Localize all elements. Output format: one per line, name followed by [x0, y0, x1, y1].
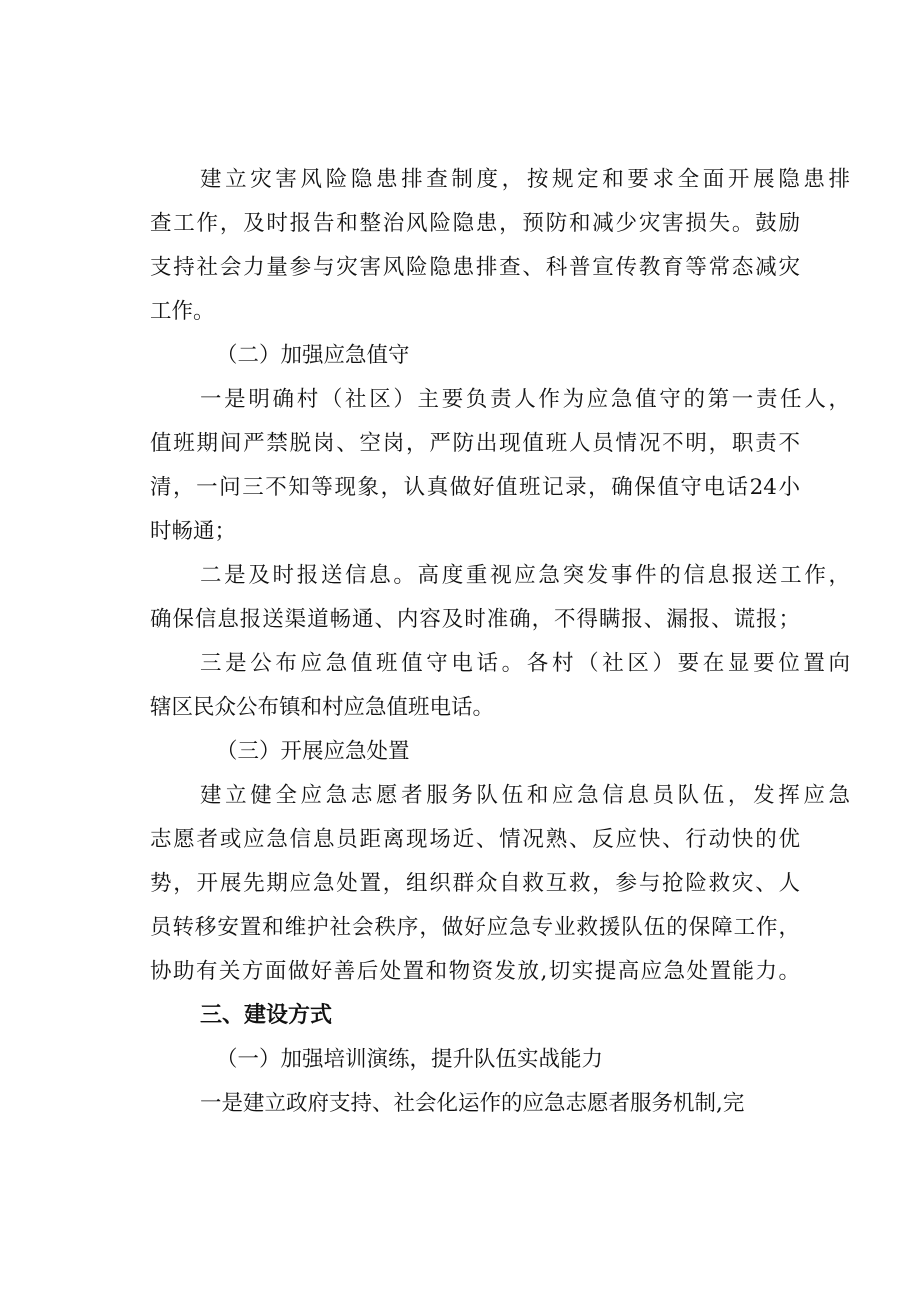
- paragraph-line: 势，开展先期应急处置，组织群众自救互救，参与抢险救灾、人: [150, 871, 800, 896]
- subheading-training: （一）加强培训演练，提升队伍实战能力: [216, 1047, 604, 1072]
- paragraph-line: 支持社会力量参与灾害风险隐患排查、科普宣传教育等常态减灾: [150, 255, 800, 280]
- subheading-duty: （二）加强应急值守: [216, 343, 410, 368]
- paragraph-line: 员转移安置和维护社会秩序，做好应急专业救援队伍的保障工作，: [150, 915, 800, 940]
- paragraph-line: 时畅通；: [150, 519, 237, 544]
- paragraph-line: 工作。: [150, 299, 215, 324]
- paragraph-line: 辖区民众公布镇和村应急值班电话。: [150, 695, 495, 720]
- paragraph-line: 建立灾害风险隐患排查制度，按规定和要求全面开展隐患排: [200, 167, 850, 192]
- paragraph-line: 值班期间严禁脱岗、空岗，严防出现值班人员情况不明，职责不: [150, 431, 800, 456]
- paragraph-line: 志愿者或应急信息员距离现场近、情况熟、反应快、行动快的优: [150, 827, 800, 852]
- paragraph-line: 二是及时报送信息。高度重视应急突发事件的信息报送工作，: [200, 563, 850, 588]
- paragraph-line: 清，一问三不知等现象，认真做好值班记录，确保值守电话24小: [150, 475, 800, 500]
- paragraph-line: 一是建立政府支持、社会化运作的应急志愿者服务机制,完: [200, 1091, 745, 1116]
- paragraph-line: 查工作，及时报告和整治风险隐患，预防和减少灾害损失。鼓励: [150, 211, 800, 236]
- paragraph-line: 一是明确村（社区）主要负责人作为应急值守的第一责任人，: [200, 387, 850, 412]
- paragraph-line: 建立健全应急志愿者服务队伍和应急信息员队伍，发挥应急: [200, 783, 850, 808]
- paragraph-line: 确保信息报送渠道畅通、内容及时准确，不得瞒报、漏报、谎报；: [150, 607, 800, 632]
- paragraph-line: 三是公布应急值班值守电话。各村（社区）要在显要位置向: [200, 651, 850, 676]
- subheading-response: （三）开展应急处置: [216, 739, 410, 764]
- section-heading: 三、建设方式: [200, 1003, 333, 1028]
- paragraph-line: 协助有关方面做好善后处置和物资发放,切实提高应急处置能力。: [150, 959, 800, 984]
